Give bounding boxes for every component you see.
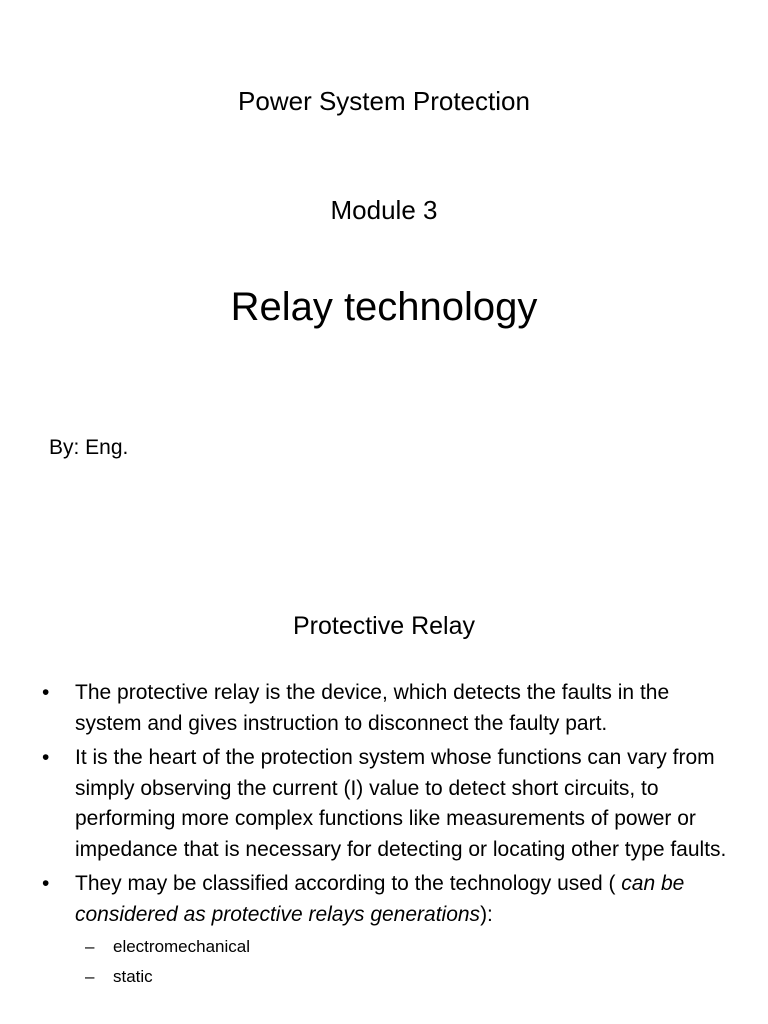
author-line: By: Eng. (49, 436, 129, 459)
course-title: Power System Protection (238, 86, 530, 116)
bullet-icon: • (42, 746, 50, 769)
sub-bullet-text: electromechanical (113, 937, 251, 956)
sub-bullet-item (75, 932, 738, 962)
topic-title: Relay technology (230, 285, 538, 329)
bullet-item (0, 678, 768, 739)
module-label: Module 3 (330, 195, 438, 225)
bullet-list (0, 678, 768, 996)
content-slide (0, 560, 768, 1024)
bullet-text: The protective relay is the device, which detects the faults in the system and gives instruction to disconnect the faulty part. (75, 681, 670, 735)
bullet-text-before: They may be classified according to the technology used ( (75, 872, 616, 895)
bullet-text-after: ): (480, 902, 493, 926)
slide-title: Protective Relay (292, 612, 476, 640)
dash-icon: – (85, 937, 95, 956)
sub-bullet-list (75, 932, 738, 992)
sub-bullet-item (75, 962, 738, 992)
bullet-text-italic: can be considered as protective relays generations (75, 872, 685, 926)
sub-bullet-text: static (113, 967, 153, 986)
bullet-text: It is the heart of the protection system whose functions can vary from simply observing the current (I) value to detect short circuits, to performing more complex functions like measurements of power or impedance that is necessary for detecting or locating other type faults. (75, 746, 727, 861)
dash-icon: – (85, 967, 95, 986)
bullet-icon: • (42, 872, 50, 895)
bullet-item (0, 743, 768, 865)
bullet-item (0, 869, 768, 992)
bullet-icon: • (42, 681, 50, 704)
